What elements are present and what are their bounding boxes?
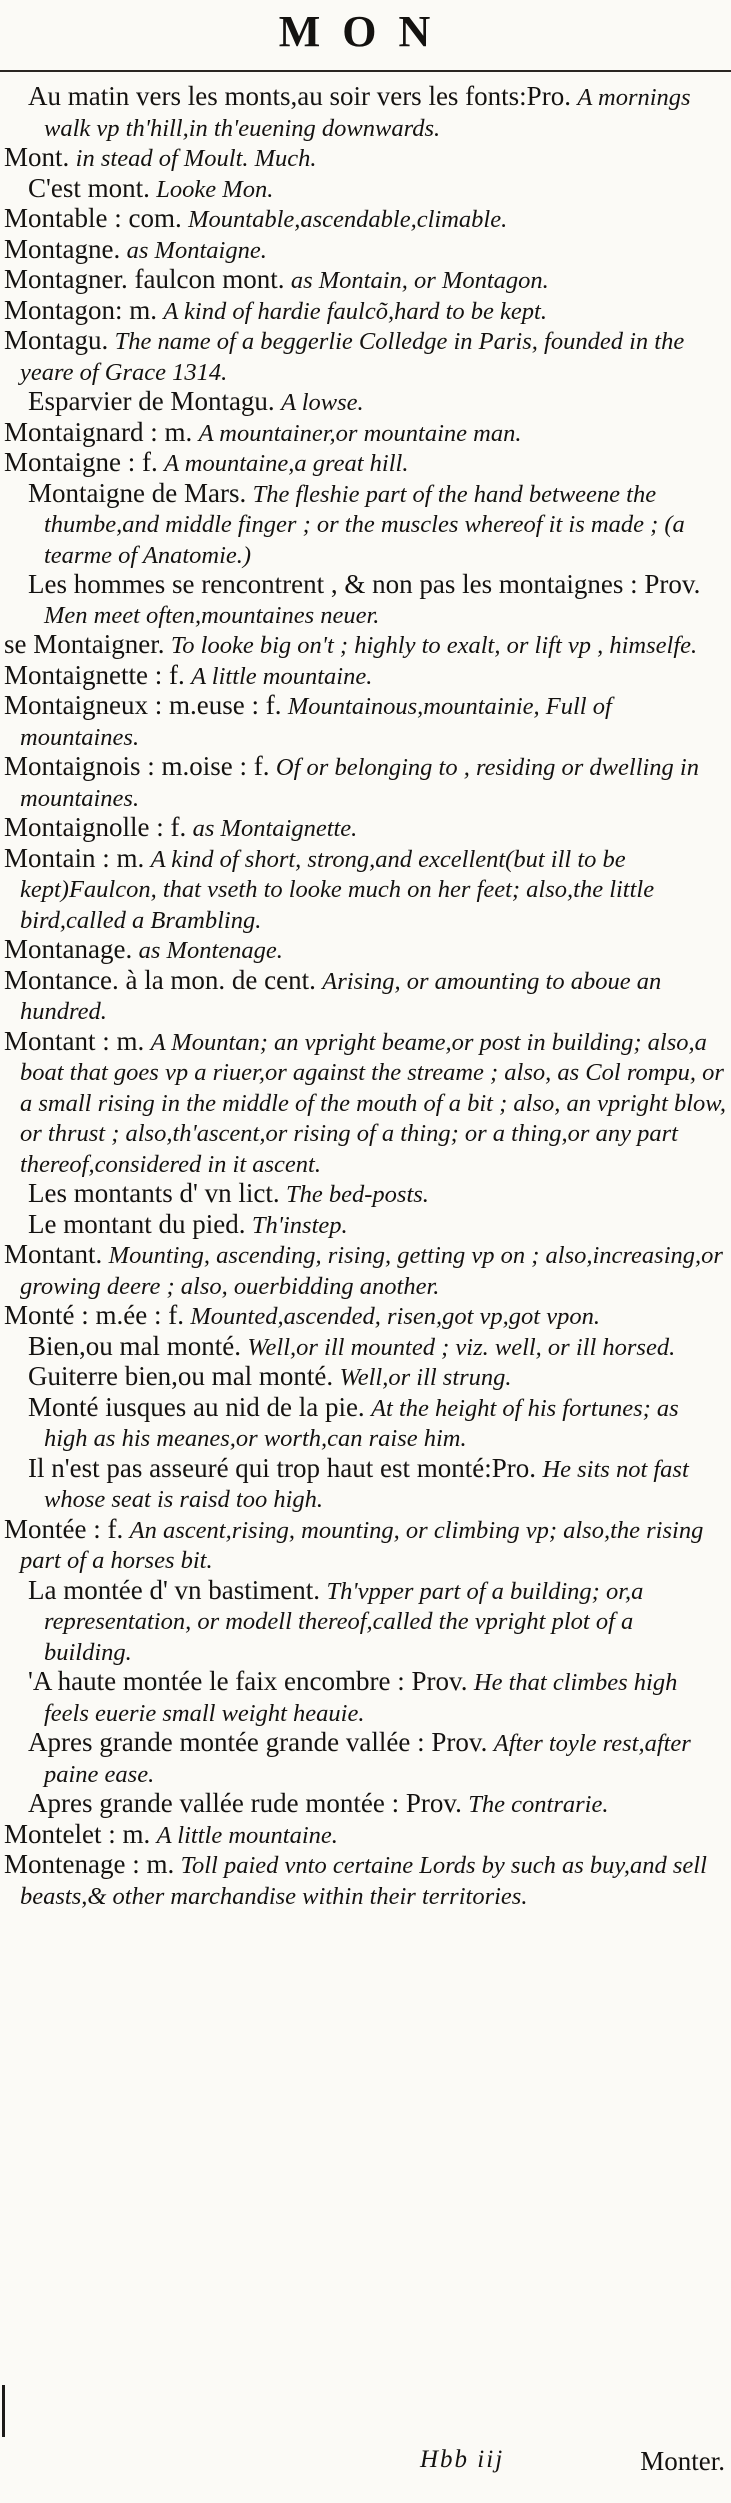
entry-gloss: The bed-posts. — [286, 1181, 429, 1208]
dictionary-entry — [4, 966, 726, 1027]
dictionary-entry — [4, 1240, 726, 1301]
entry-headword: Bien,ou mal monté. — [28, 1330, 241, 1361]
entry-gloss: Looke Mon. — [156, 175, 274, 203]
entry-list — [4, 82, 726, 1911]
entry-headword: Mont. — [4, 142, 70, 172]
entry-gloss: An ascent,rising, mounting, or climbing vp; also,the rising part of a horses bit. — [20, 1516, 704, 1574]
dictionary-entry — [28, 1362, 726, 1393]
entry-headword: La montée d' vn bastiment. — [28, 1574, 321, 1605]
dictionary-entry — [4, 630, 726, 661]
entry-gloss: Mounted,ascended, risen,got vp,got vpon. — [190, 1303, 600, 1330]
page-title: MON — [278, 7, 453, 56]
dictionary-entry — [4, 691, 726, 752]
entry-headword: Montant : m. — [4, 1025, 145, 1056]
dictionary-entry — [28, 1728, 726, 1789]
entry-gloss: The fleshie part of the hand betweene the thumbe,and middle finger ; or the muscles whereof it is made ; (a tearme of Anatomie.) — [44, 480, 685, 569]
entry-gloss: A little mountaine. — [191, 662, 373, 690]
dictionary-entry — [4, 326, 726, 387]
header-rule — [0, 70, 731, 72]
entry-gloss: Of or belonging to , residing or dwelling in mountaines. — [20, 754, 699, 812]
dictionary-entry — [4, 235, 726, 266]
dictionary-entry — [28, 1789, 726, 1820]
dictionary-entry — [28, 1332, 726, 1363]
entry-headword: Montaigne : f. — [4, 447, 158, 477]
entry-headword: Montaignard : m. — [4, 416, 193, 447]
entry-headword: Monté iusques au nid de la pie. — [28, 1391, 365, 1422]
dictionary-entry — [28, 1179, 726, 1210]
entry-headword: se Montaigner. — [4, 629, 165, 659]
entry-gloss: A kind of short, strong,and excellent(but ill to be kept)Faulcon, that vseth to looke much on her feet; also,the little bird,called a Brambling. — [20, 845, 655, 934]
entry-gloss: Th'instep. — [251, 1211, 348, 1239]
dictionary-entry — [4, 204, 726, 235]
entry-headword: Montelet : m. — [4, 1818, 151, 1849]
entry-headword: Montable : com. — [4, 203, 182, 233]
entry-gloss: After toyle rest,after paine ease. — [44, 1730, 691, 1788]
entry-gloss: Arising, or amounting to aboue an hundred. — [20, 967, 662, 1025]
entry-gloss: A mountainer,or mountaine man. — [198, 419, 522, 447]
entry-gloss: He that climbes high feels euerie small weight heauie. — [44, 1669, 678, 1727]
dictionary-entry — [4, 844, 726, 936]
entry-gloss: in stead of Moult. Much. — [75, 145, 317, 172]
entry-headword: Montance. à la mon. de cent. — [4, 964, 316, 995]
entry-gloss: Mountable,ascendable,climable. — [188, 206, 508, 233]
entry-gloss: as Montaignette. — [192, 815, 358, 842]
entry-headword: Montagu. — [4, 325, 109, 355]
entry-gloss: A little mountaine. — [156, 1821, 338, 1849]
dictionary-entry — [28, 570, 726, 630]
entry-gloss: as Montain, or Montagon. — [290, 267, 549, 294]
entry-gloss: A kind of hardie faulcõ,hard to be kept. — [163, 297, 547, 325]
dictionary-entry — [4, 296, 726, 327]
entry-gloss: At the height of his fortunes; as high as his meanes,or worth,can raise him. — [44, 1394, 679, 1452]
entry-gloss: The contrarie. — [468, 1791, 609, 1818]
entry-gloss: To looke big on't ; highly to exalt, or lift vp , himselfe. — [170, 632, 698, 659]
dictionary-entry — [4, 448, 726, 479]
entry-gloss: Th'vpper part of a building; or,a representation, or modell thereof,called the vpright plot of a building. — [44, 1577, 644, 1666]
margin-mark — [2, 2385, 5, 2437]
entry-gloss: A lowse. — [281, 389, 364, 416]
dictionary-entry — [4, 1301, 726, 1332]
dictionary-entry — [4, 935, 726, 966]
entry-headword: Le montant du pied. — [28, 1208, 246, 1239]
entry-gloss: He sits not fast whose seat is raisd too high. — [44, 1455, 689, 1513]
entry-headword: Monté : m.ée : f. — [4, 1300, 184, 1330]
dictionary-entry — [4, 1515, 726, 1576]
dictionary-entry — [28, 387, 726, 418]
entry-headword: Montagner. faulcon mont. — [4, 264, 285, 294]
dictionary-entry — [4, 265, 726, 296]
entry-gloss: Mountainous,mountainie, Full of mountaines. — [20, 693, 612, 751]
entry-headword: Montaigneux : m.euse : f. — [4, 690, 282, 720]
dictionary-entry — [4, 1027, 726, 1180]
entry-gloss: as Montenage. — [138, 937, 283, 964]
entry-headword: Montain : m. — [4, 842, 145, 873]
entry-gloss: A mornings walk vp th'hill,in th'euening downwards. — [44, 84, 691, 142]
entry-headword: Montant. — [4, 1239, 103, 1269]
dictionary-entry — [28, 1210, 726, 1241]
entry-gloss: Well,or ill strung. — [339, 1364, 512, 1391]
entry-headword: Il n'est pas asseuré qui trop haut est monté:Pro. — [28, 1452, 537, 1483]
entry-headword: Montaignois : m.oise : f. — [4, 751, 270, 781]
entry-headword: Montée : f. — [4, 1513, 124, 1544]
dictionary-entry — [4, 752, 726, 813]
entry-gloss: The name of a beggerlie Colledge in Paris, founded in the yeare of Grace 1314. — [20, 328, 685, 386]
dictionary-entry — [28, 82, 726, 143]
dictionary-entry — [4, 1820, 726, 1851]
entry-gloss: Toll paied vnto certaine Lords by such as buy,and sell beasts,& other marchandise within their territories. — [20, 1852, 707, 1910]
dictionary-entry — [4, 661, 726, 692]
entry-headword: Les montants d' vn lict. — [28, 1178, 280, 1208]
dictionary-entry — [4, 813, 726, 844]
entry-headword: Apres grande vallée rude montée : Prov. — [28, 1788, 462, 1818]
entry-gloss: A Mountan; an vpright beame,or post in building; also,a boat that goes vp a riuer,or against the streame ; also, as Col rompu, or a small rising in the middle of the mouth of a bit ; also, an vpright blow, or thrust ; also,th'ascent,or rising of a thing; or a thing,or any part thereof,considered in it ascent. — [20, 1028, 726, 1178]
dictionary-entry — [28, 1454, 726, 1515]
entry-headword: Montagon: m. — [4, 294, 157, 325]
entry-headword: Esparvier de Montagu. — [28, 386, 275, 416]
entry-gloss: Men meet often,mountaines neuer. — [44, 601, 380, 629]
entry-headword: Apres grande montée grande vallée : Prov. — [28, 1727, 488, 1757]
entry-headword: Montenage : m. — [4, 1849, 175, 1879]
dictionary-entry — [28, 1576, 726, 1668]
signature-mark: Hbb iij — [420, 2446, 505, 2473]
entry-headword: Montaigne de Mars. — [28, 477, 247, 508]
entry-headword: Les hommes se rencontrent , & non pas les montaignes : Prov. — [28, 569, 701, 599]
entry-headword: 'A haute montée le faix encombre : Prov. — [28, 1666, 468, 1696]
dictionary-entry — [28, 1393, 726, 1454]
entry-headword: Montaignette : f. — [4, 659, 185, 690]
dictionary-entry — [28, 1667, 726, 1728]
entry-headword: C'est mont. — [28, 172, 150, 203]
dictionary-entry — [28, 479, 726, 571]
entry-headword: Montagne. — [4, 233, 121, 264]
entry-headword: Au matin vers les monts,au soir vers les fonts:Pro. — [28, 81, 571, 111]
dictionary-entry — [4, 418, 726, 449]
dictionary-entry — [28, 174, 726, 205]
entry-headword: Montaignolle : f. — [4, 812, 187, 842]
dictionary-entry — [4, 1850, 726, 1911]
entry-headword: Guiterre bien,ou mal monté. — [28, 1361, 334, 1391]
entry-gloss: Well,or ill mounted ; viz. well, or ill horsed. — [247, 1333, 676, 1361]
page-footer — [0, 2446, 731, 2480]
entry-gloss: A mountaine,a great hill. — [164, 450, 409, 477]
entry-headword: Montanage. — [4, 934, 133, 964]
catchword: Monter. — [640, 2446, 725, 2476]
entry-gloss: as Montaigne. — [126, 236, 267, 264]
dictionary-entry — [4, 143, 726, 174]
entry-gloss: Mounting, ascending, rising, getting vp on ; also,increasing,or growing deere ; also, ouerbidding another. — [20, 1242, 723, 1300]
